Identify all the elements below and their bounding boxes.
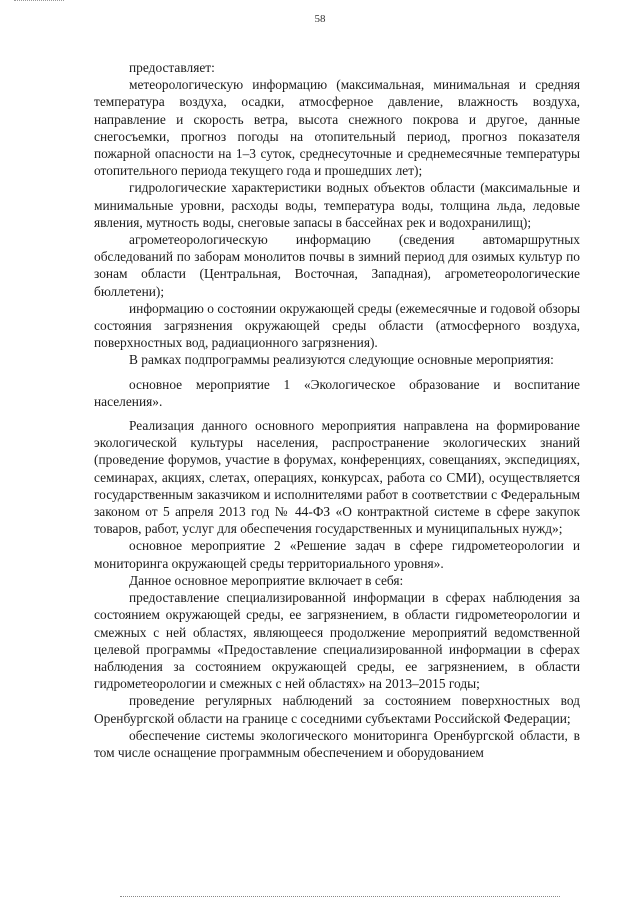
paragraph-meteorological-info: метеорологическую информацию (максимальная, минимальная и средняя температура воздуха, осадки, атмосферное давление, влажность воздуха, направление и скорость ветра, высота снежного покрова и другое, данные снегосъемки, прогноз погоды на отопительный период, прогноз показателя пожарной опасности на 1–3 суток, среднесуточные и среднемесячные температуры отопительного периода текущего года и прошедших лет); bbox=[94, 77, 580, 179]
paragraph-intro: предоставляет: bbox=[129, 60, 215, 75]
paragraph-agrometeorological-info: агрометеорологическую информацию (сведения автомаршрутных обследований по заборам монолитов почвы в зимний период для озимых культур по зонам области (Центральная, Восточная, Западная), агрометеорологические бюллетени); bbox=[94, 232, 580, 299]
paragraph-subprogram-measures: В рамках подпрограммы реализуются следующие основные мероприятия: bbox=[129, 352, 554, 368]
paragraph-specialized-info: предоставление специализированной информации в сферах наблюдения за состоянием окружающей среды, ее загрязнением, в области гидрометеорологии и смежных с ней областях, являющееся продолжение мероприятий ведомственной целевой программы «Предоставление специализированной информации в сферах наблюдения за состоянием окружающей среды, ее загрязнением, в области гидрометеорологии и смежных с ней областях» на 2013–2015 годы; bbox=[94, 590, 580, 692]
paragraph-measure-1-details: Реализация данного основного мероприятия направлена на формирование экологической культуры населения, распространение экологических знаний (проведение форумов, участие в форумах, конференциях, совещаниях, экспедициях, семинарах, акциях, слетах, операциях, конкурсах, работа со СМИ), осуществляется государственным заказчиком и исполнителями работ в соответствии с Федеральным законом от 5 апреля 2013 год № 44-ФЗ «О контрактной системе в сфере закупок товаров, работ, услуг для обеспечения государственных и муниципальных нужд»; bbox=[94, 418, 580, 537]
scan-edge-mark bbox=[14, 0, 64, 3]
page-number: 58 bbox=[314, 13, 326, 25]
paragraph-hydrological-info: гидрологические характеристики водных объектов области (максимальные и минимальные уровни, расходы воды, температура воды, толщина льда, ледовые явления, мутность воды, снеговые запасы в бассейнах рек и водохранилищ); bbox=[94, 180, 580, 230]
scan-bottom-edge bbox=[120, 896, 560, 900]
paragraph-surface-water-observation: проведение регулярных наблюдений за состоянием поверхностных вод Оренбургской области на границе с соседними субъектами Российской Федерации; bbox=[94, 693, 580, 726]
document-body bbox=[94, 59, 580, 761]
paragraph-monitoring-system: обеспечение системы экологического мониторинга Оренбургской области, в том числе оснащение программным обеспечением и оборудованием bbox=[94, 727, 580, 760]
paragraph-measure-2: основное мероприятие 2 «Решение задач в сфере гидрометеорологии и мониторинга окружающей среды территориального уровня». bbox=[94, 538, 580, 571]
paragraph-environment-info: информацию о состоянии окружающей среды (ежемесячные и годовой обзоры состояния загрязнения окружающей среды области (атмосферного воздуха, поверхностных вод, радиационного загрязнения). bbox=[94, 300, 580, 351]
paragraph-measure-2-includes: Данное основное мероприятие включает в себя: bbox=[129, 572, 404, 588]
paragraph-measure-1: основное мероприятие 1 «Экологическое образование и воспитание населения». bbox=[94, 376, 580, 409]
